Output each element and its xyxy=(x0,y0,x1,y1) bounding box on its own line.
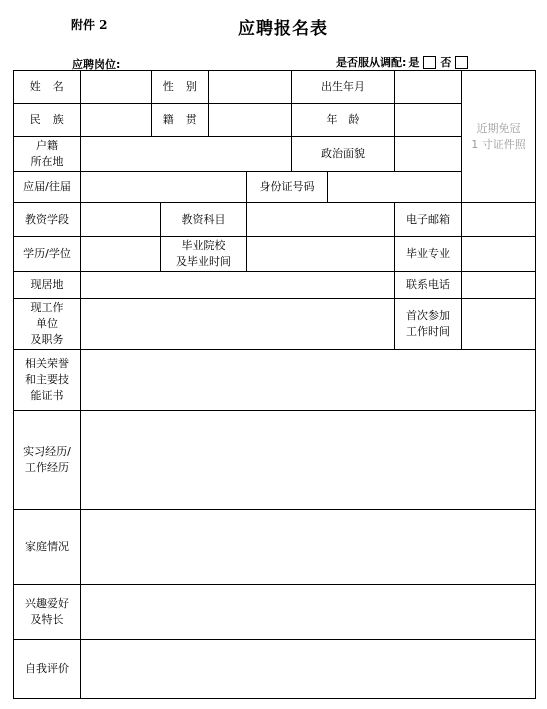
first-work-time-label: 首次参加 工作时间 xyxy=(395,299,462,350)
political-field[interactable] xyxy=(395,137,462,172)
ethnicity-field[interactable] xyxy=(81,104,152,137)
gender-label: 性 别 xyxy=(152,71,209,104)
self-eval-field[interactable] xyxy=(81,640,536,699)
degree-field[interactable] xyxy=(81,237,161,272)
teaching-stage-label: 教资学段 xyxy=(14,203,81,237)
gender-field[interactable] xyxy=(209,71,292,104)
residence-label: 现居地 xyxy=(14,272,81,299)
hobbies-label: 兴趣爱好 及特长 xyxy=(14,585,81,640)
birth-label: 出生年月 xyxy=(292,71,395,104)
page-title: 应聘报名表 xyxy=(238,19,328,39)
application-form-table xyxy=(13,70,536,699)
id-number-field[interactable] xyxy=(328,172,462,203)
teaching-stage-field[interactable] xyxy=(81,203,161,237)
no-label: 否 xyxy=(440,56,452,69)
honors-label: 相关荣誉 和主要技 能证书 xyxy=(14,350,81,411)
email-field[interactable] xyxy=(462,203,536,237)
phone-label: 联系电话 xyxy=(395,272,462,299)
hobbies-field[interactable] xyxy=(81,585,536,640)
age-label: 年 龄 xyxy=(292,104,395,137)
name-field[interactable] xyxy=(81,71,152,104)
school-time-field[interactable] xyxy=(247,237,395,272)
graduate-type-label: 应届/往届 xyxy=(14,172,81,203)
self-eval-label: 自我评价 xyxy=(14,640,81,699)
current-job-label: 现工作 单位 及职务 xyxy=(14,299,81,350)
yes-checkbox[interactable] xyxy=(423,56,436,69)
residence-field[interactable] xyxy=(81,272,395,299)
degree-label: 学历/学位 xyxy=(14,237,81,272)
native-place-label: 籍 贯 xyxy=(152,104,209,137)
teaching-subject-label: 教资科目 xyxy=(161,203,247,237)
name-label: 姓 名 xyxy=(14,71,81,104)
id-number-label: 身份证号码 xyxy=(247,172,328,203)
graduate-type-field[interactable] xyxy=(81,172,247,203)
photo-area[interactable] xyxy=(462,71,536,203)
family-label: 家庭情况 xyxy=(14,510,81,585)
email-label: 电子邮箱 xyxy=(395,203,462,237)
honors-field[interactable] xyxy=(81,350,536,411)
major-label: 毕业专业 xyxy=(395,237,462,272)
obey-question: 是否服从调配: xyxy=(336,56,407,69)
position-label: 应聘岗位: xyxy=(72,58,121,71)
first-work-time-field[interactable] xyxy=(462,299,536,350)
obey-allocation-row xyxy=(336,54,472,70)
experience-label: 实习经历/ 工作经历 xyxy=(14,411,81,510)
current-job-field[interactable] xyxy=(81,299,395,350)
major-field[interactable] xyxy=(462,237,536,272)
school-time-label: 毕业院校 及毕业时间 xyxy=(161,237,247,272)
family-field[interactable] xyxy=(81,510,536,585)
photo-hint-line2: 1 寸证件照 xyxy=(471,137,526,151)
experience-field[interactable] xyxy=(81,411,536,510)
attachment-label: 附件 2 xyxy=(71,18,108,32)
age-field[interactable] xyxy=(395,104,462,137)
political-label: 政治面貌 xyxy=(292,137,395,172)
native-place-field[interactable] xyxy=(209,104,292,137)
no-checkbox[interactable] xyxy=(455,56,468,69)
household-label: 户籍 所在地 xyxy=(14,137,81,172)
photo-hint-line1: 近期免冠 xyxy=(476,121,521,135)
household-field[interactable] xyxy=(81,137,292,172)
yes-label: 是 xyxy=(408,56,420,69)
phone-field[interactable] xyxy=(462,272,536,299)
teaching-subject-field[interactable] xyxy=(247,203,395,237)
birth-field[interactable] xyxy=(395,71,462,104)
ethnicity-label: 民 族 xyxy=(14,104,81,137)
